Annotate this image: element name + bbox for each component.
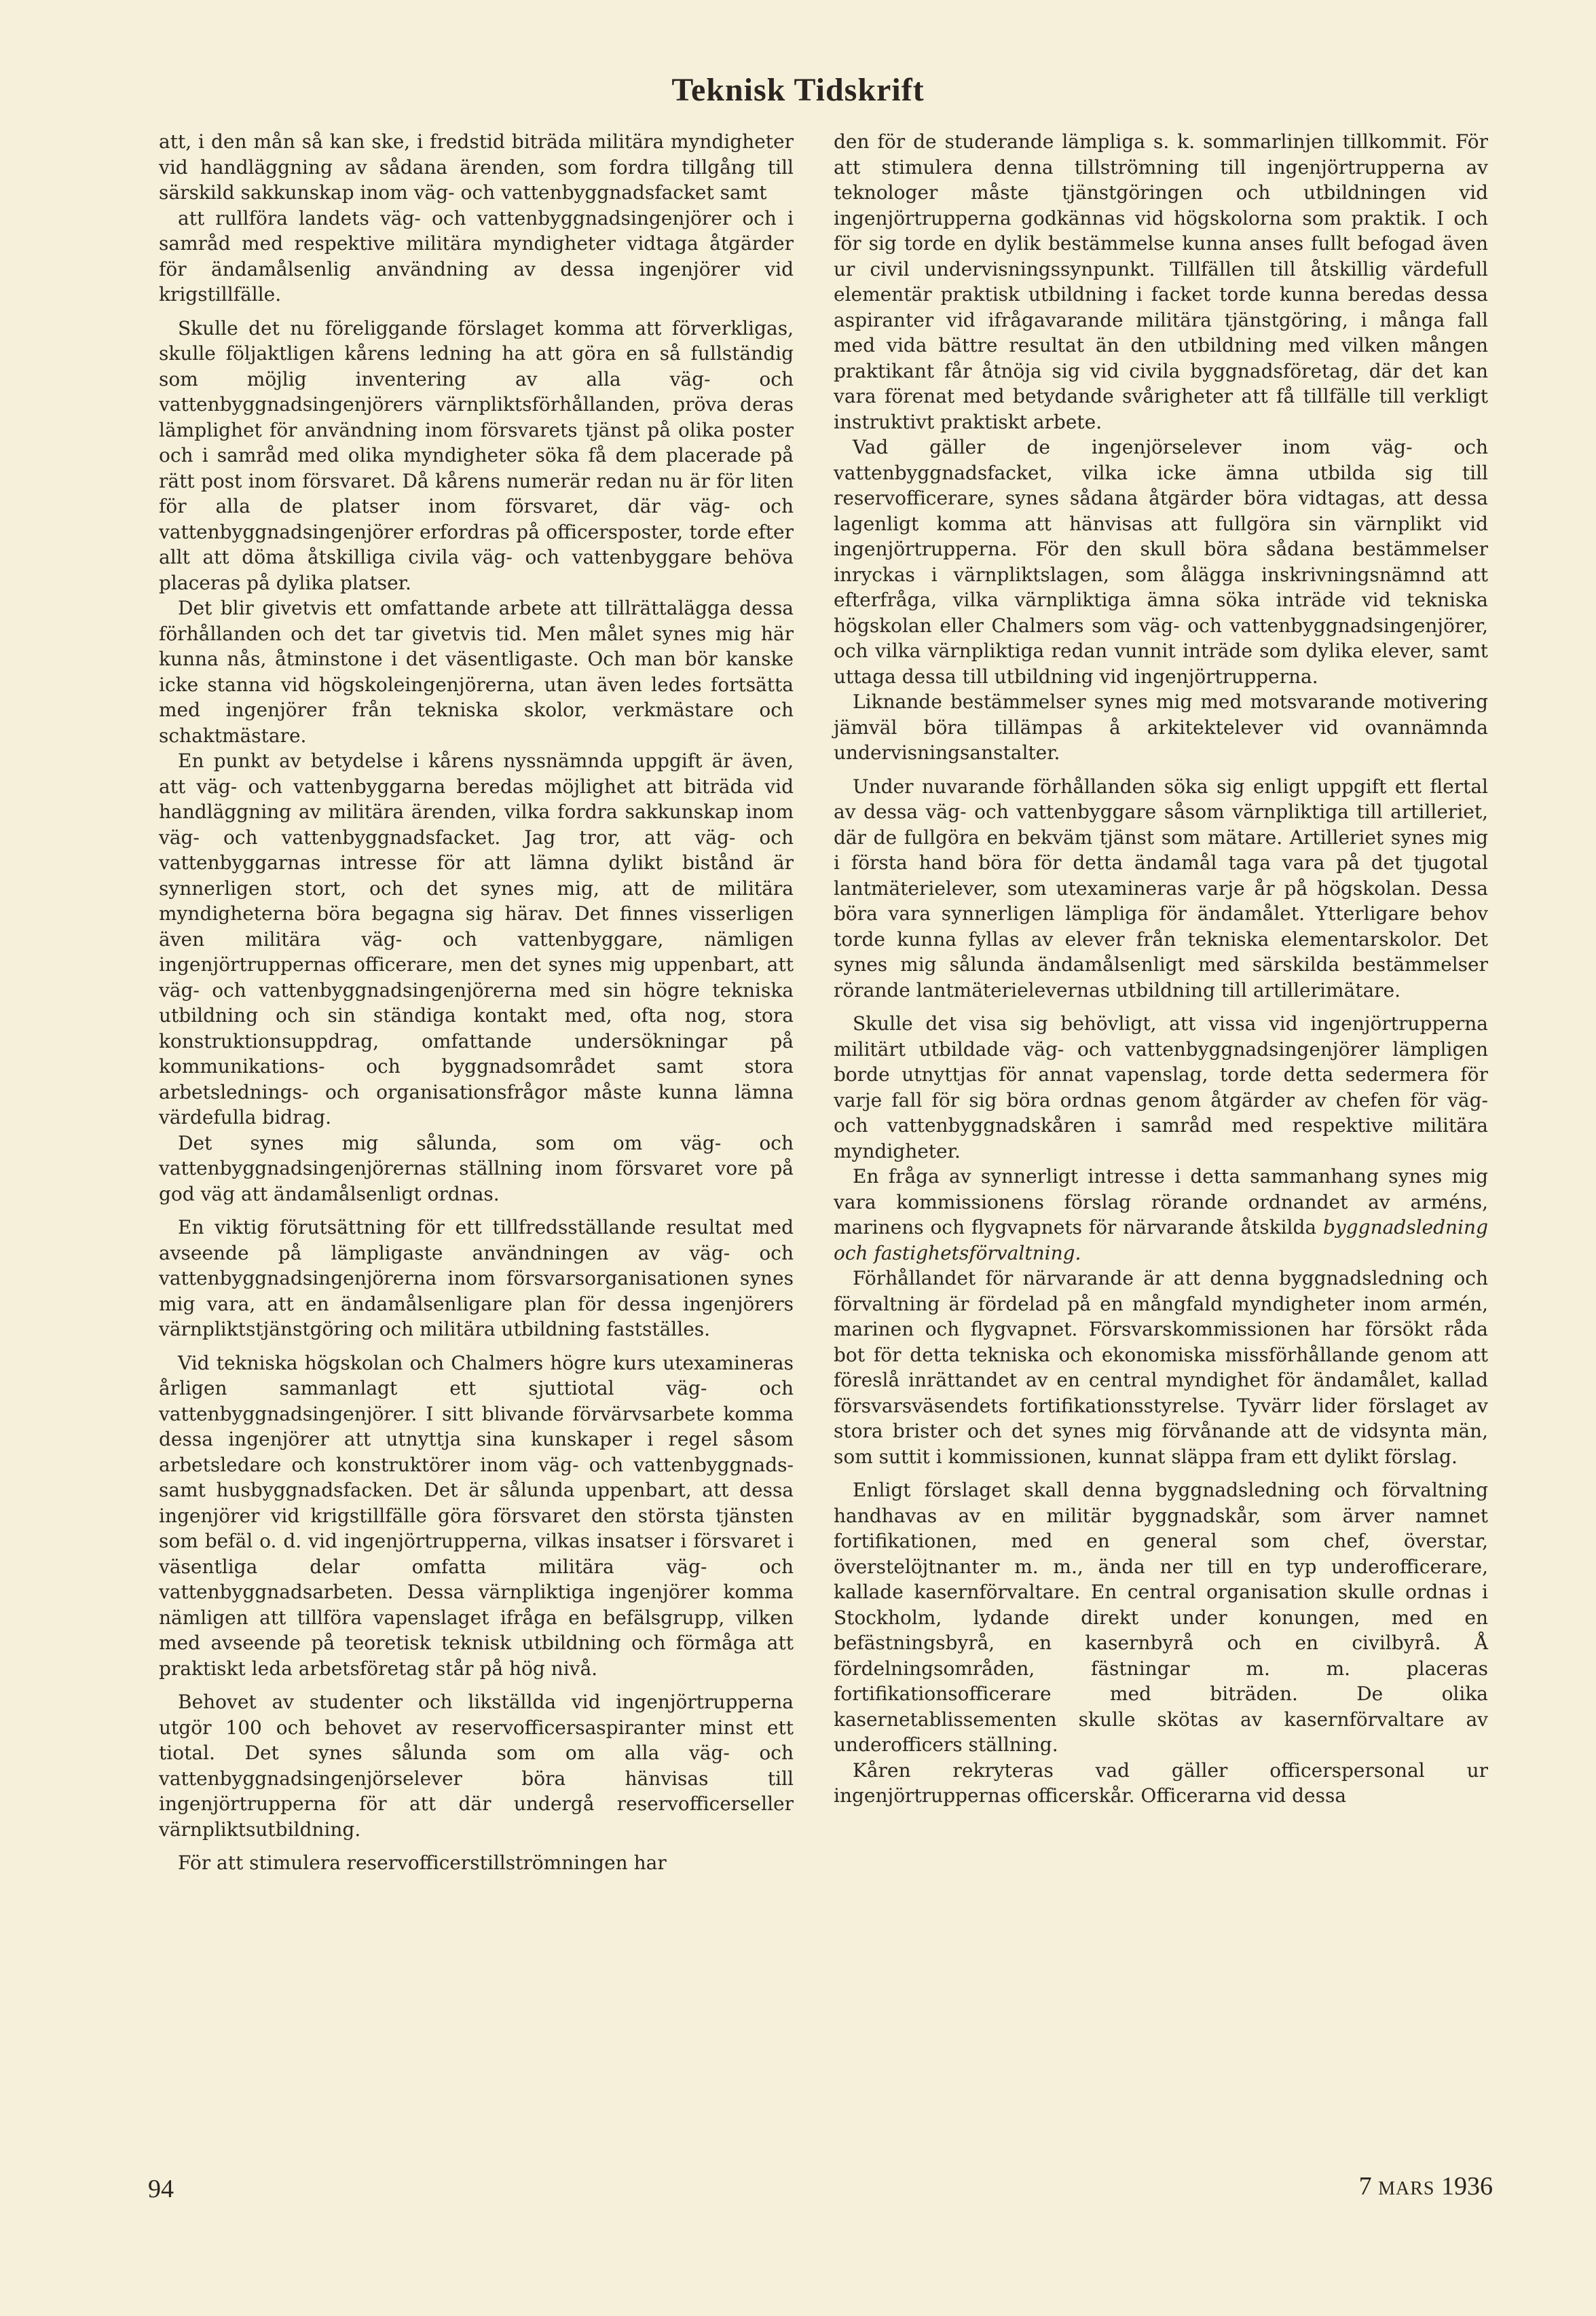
paragraph: Vid tekniska högskolan och Chalmers högre kurs utexamineras årligen sammanlagt ett sjuttiotal väg- och vattenbyggnadsingenjörer. I sitt blivande förvärvsarbete komma dessa ingenjörer att utnyttja sina kunskaper i regel såsom arbetsledare och konstruktörer inom väg- och vattenbyggnads- samt husbyggnadsfacken. Det är sålunda uppenbart, att dessa ingenjörer vid krigstillfälle göra försvaret den största tjänsten som befäl o. d. vid ingenjörtrupperna, vilkas insatser i försvaret i väsentliga delar omfatta militära väg- och vattenbyggnadsarbeten. Dessa värnpliktiga ingenjörer komma nämligen att tillföra vapenslaget ifråga en befälsgrupp, vilken med avseende på teoretisk teknisk utbildning och förmåga att praktiskt leda arbetsföretag står på hög nivå. (159, 1351, 794, 1680)
paragraph: Enligt förslaget skall denna byggnadsledning och förvaltning handhavas av en militär byggnadskår, som ärver namnet fortifikationen, med en general som chef, överstar, överstelöjtnanter m. m., ända ner till en typ underofficerare, kallade kasernförvaltare. En central organisation skulle ordnas i Stockholm, lydande direkt under konungen, med en befästningsbyrå, en kasernbyrå och en civilbyrå. Å fördelningsområden, fästningar m. m. placeras fortifikationsofficerare med biträden. De olika kasernetablissementen skulle skötas av kasernförvaltare av underofficers ställning. (834, 1479, 1488, 1756)
paragraph: att rullföra landets väg- och vattenbyggnadsingenjörer och i samråd med respektive militära myndigheter vidtaga åtgärder för ändamålsenlig användning av dessa ingenjörer vid krigstillfälle. (159, 206, 794, 306)
paragraph: Behovet av studenter och likställda vid ingenjörtrupperna utgör 100 och behovet av reservofficersaspiranter minst ett tiotal. Det synes sålunda som om alla väg- och vattenbyggnadsingenjörselever böra hänvisas till ingenjörtrupperna för att där undergå reservofficerseller värnpliktsutbildning. (159, 1691, 794, 1841)
paragraph: att, i den mån så kan ske, i fredstid biträda militära myndigheter vid handläggning av sådana ärenden, som fordra tillgång till särskild sakkunskap inom väg- och vattenbyggnadsfacket samt (159, 130, 794, 204)
issue-date-month: MARS (1378, 2178, 1435, 2199)
paragraph: Kåren rekryteras vad gäller officerspersonal ur ingenjörtruppernas officerskår. Officerarna vid dessa (834, 1759, 1488, 1807)
paragraph: För att stimulera reservofficerstillströmningen har (178, 1852, 667, 1874)
paragraph: Skulle det visa sig behövligt, att vissa vid ingenjörtrupperna militärt utbildade väg- och vattenbyggnadsingenjörer lämpligen borde utnyttjas för annat vapenslag, torde detta sedermera för varje fall för sig böra ordnas genom åtgärder av chefen för väg- och vattenbyggnadskåren i samråd med respektive militära myndigheter. (834, 1012, 1488, 1162)
paragraph: En punkt av betydelse i kårens nyssnämnda uppgift är även, att väg- och vattenbyggarna beredas möjlighet att biträda vid handläggning av militära ärenden, vilka fordra sakkunskap inom väg- och vattenbyggnadsfacket. Jag tror, att väg- och vattenbyggarnas intresse för att lämna dylikt bistånd är synnerligen stort, och det synes mig, att de militära myndigheterna böra begagna sig härav. Det finnes visserligen även militära väg- och vattenbyggare, nämligen ingenjörtruppernas officerare, men det synes mig uppenbart, att väg- och vattenbyggnadsingenjörerna med sin högre tekniska utbildning och sin ständiga kontakt med, ofta nog, stora konstruktionsuppdrag, omfattande undersökningar på kommunikations- och byggnadsområdet samt stora arbetslednings- och organisationsfrågor måste kunna lämna värdefulla bidrag. (159, 750, 794, 1128)
paragraph: Vad gäller de ingenjörselever inom väg- och vattenbyggnadsfacket, vilka icke ämna utbilda sig till reservofficerare, synes sådana åtgärder böra vidtagas, att dessa lagenligt komma att hänvisas att fullgöra sin värnplikt vid ingenjörtrupperna. För den skull böra sådana bestämmelser inryckas i värnpliktslagen, som ålägga inskrivningsnämnd att efterfråga, vilka värnpliktiga ämna söka inträde vid tekniska högskolan eller Chalmers som väg- och vattenbyggnadsingenjörer, och vilka värnpliktiga redan vunnit inträde som dylika elever, samt uttaga dessa till utbildning vid ingenjörtrupperna. (834, 436, 1488, 688)
paragraph: Det synes mig sålunda, som om väg- och vattenbyggnadsingenjörernas ställning inom försvaret vore på god väg att ändamålsenligt ordnas. (159, 1131, 794, 1205)
issue-date (1359, 2171, 1493, 2201)
paragraph: En viktig förutsättning för ett tillfredsställande resultat med avseende på lämpligaste användningen av väg- och vattenbyggnadsingenjörerna inom försvarsorganisationen synes mig vara, att en ändamålsenligare plan för dessa ingenjörers värnpliktstjänstgöring och militära utbildning fastställes. (159, 1216, 794, 1340)
journal-masthead: Teknisk Tidskrift (671, 72, 925, 108)
page-number: 94 (148, 2175, 174, 2203)
left-column (159, 129, 794, 1876)
italic-phrase: byggnadsledning och fastighetsförvaltning. (834, 1216, 1488, 1264)
paragraph-with-italic: En fråga av synnerligt intresse i detta sammanhang synes mig vara kommissionens förslag rörande ordnandet av arméns, marinens och flygvapnets för närvarande åtskilda byggnadsledning och fastighetsförvaltning. (834, 1165, 1488, 1264)
issue-date-year: 1936 (1441, 2172, 1493, 2201)
issue-date-day: 7 (1358, 2172, 1372, 2201)
paragraph: Liknande bestämmelser synes mig med motsvarande motivering jämväl böra tillämpas å arkitektelever vid ovannämnda undervisningsanstalter. (834, 691, 1488, 764)
paragraph: Förhållandet för närvarande är att denna byggnadsledning och förvaltning är fördelad på en mångfald myndigheter inom armén, marinen och flygvapnet. Försvarskommissionen har försökt råda bot för detta tekniska och ekonomiska missförhållande genom att föreslå inrättandet av en central myndighet för ändamålet, kallad försvarsväsendets fortifikationsstyrelse. Tyvärr lider förslaget av stora brister och det synes mig förvånande att de vidsynta män, som suttit i kommissionen, kunnat släppa fram ett dylikt förslag. (834, 1267, 1488, 1468)
right-column (834, 129, 1488, 1809)
paragraph: Under nuvarande förhållanden söka sig enligt uppgift ett flertal av dessa väg- och vattenbyggare såsom värnpliktiga till artilleriet, där de fullgöra en bekväm tjänst som mätare. Artilleriet synes mig i första hand böra för detta ändamål taga vara på det tjugotal lantmäterielever, som utexamineras varje år på högskolan. Dessa böra vara synnerligen lämpliga för ändamålet. Ytterligare behov torde kunna fyllas av elever från tekniska elementarskolor. Det synes mig sålunda ändamålsenligt med särskilda bestämmelser rörande lantmäterielevernas utbildning till artillerimätare. (834, 775, 1488, 1001)
paragraph: Skulle det nu föreliggande förslaget komma att förverkligas, skulle följaktligen kårens ledning ha att göra en så fullständig som möjlig inventering av alla väg- och vattenbyggnadsingenjörers värnpliktsförhållanden, pröva deras lämplighet för användning inom försvarets tjänst på olika poster och i samråd med olika myndigheter söka få dem placerade på rätt post inom försvaret. Då kårens numerär redan nu är för liten för alla de platser inom försvaret, där väg- och vattenbyggnadsingenjörer erfordras på officersposter, torde efter allt att döma åtskilliga civila väg- och vattenbyggare behöva placeras på dylika platser. (159, 316, 794, 594)
paragraph: den för de studerande lämpliga s. k. sommarlinjen tillkommit. För att stimulera denna tillströmning till ingenjörtrupperna av teknologer måste tjänstgöringen och utbildningen vid ingenjörtrupperna godkännas vid högskolorna som praktik. I och för sig torde en dylik bestämmelse kunna anses fullt befogad även ur civil undervisningssynpunkt. Tillfällen till åtskillig värdefull elementär praktisk utbildning i facket torde kunna beredas dessa aspiranter vid ifrågavarande militära tjänstgöring, i många fall med vida bättre resultat än den utbildning med vilken mången praktikant får åtnöja sig vid civila byggnadsföretag, där det kan vara förenat med betydande svårigheter att få tillfälle till verkligt instruktivt praktiskt arbete. (834, 130, 1488, 433)
paragraph: Det blir givetvis ett omfattande arbete att tillrättalägga dessa förhållanden och det tar givetvis tid. Men målet synes mig här kunna nås, åtminstone i det väsentligaste. Och man bör kanske icke stanna vid högskoleingenjörerna, utan även ledes fortsätta med ingenjörer från tekniska skolor, verkmästare och schaktmästare. (159, 597, 794, 747)
